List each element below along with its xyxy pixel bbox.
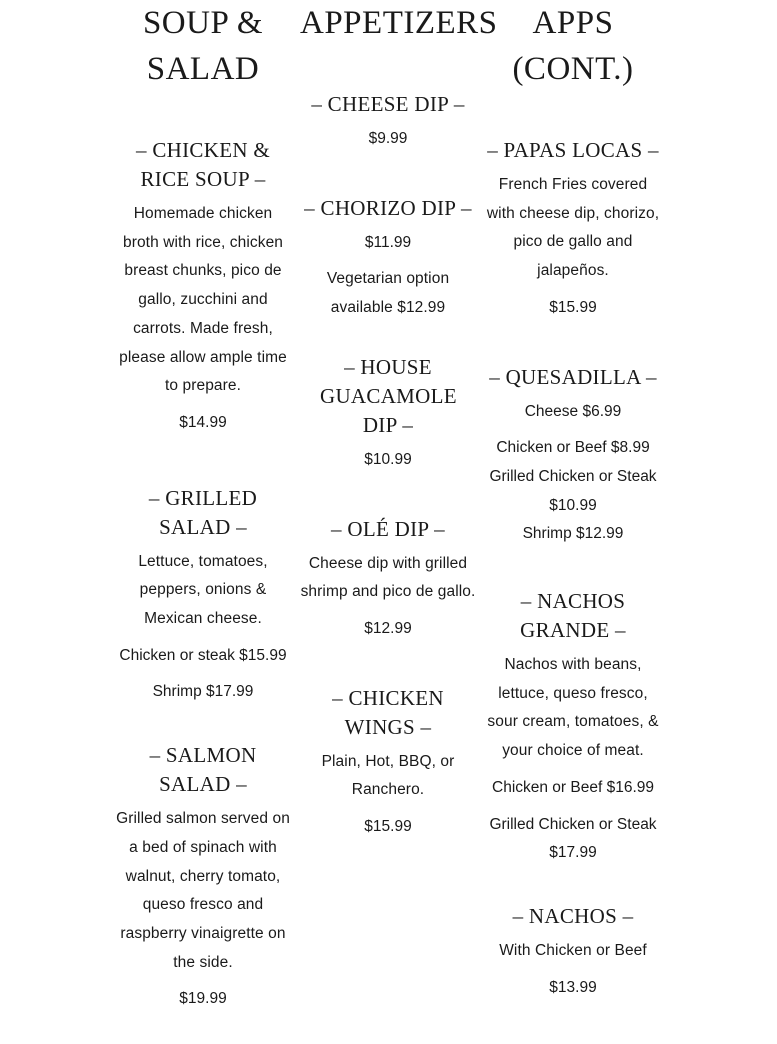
menu-item-salmon-salad (115, 741, 291, 1014)
column-title: APPETIZERS (300, 5, 498, 41)
item-title: – CHORIZO DIP – (304, 195, 472, 220)
item-description: French Fries covered with cheese dip, chorizo, pico de gallo and jalapeños. (486, 176, 660, 280)
item-price: $14.99 (179, 413, 227, 431)
item-title: – CHEESE DIP – (311, 92, 465, 116)
item-title: – OLÉ DIP – (331, 516, 445, 541)
item-title: – CHICKEN & RICE SOUP – (136, 138, 270, 191)
item-price: $10.99 (364, 450, 412, 468)
item-price-line: Grilled Chicken or Steak $17.99 (489, 815, 657, 862)
item-price-line: Chicken or steak $15.99 (119, 646, 287, 664)
column-apps-cont (485, 0, 661, 1002)
item-description: Nachos with beans, lettuce, queso fresco, sour cream, tomatoes, & your choice of meat. (487, 656, 659, 760)
item-title: – NACHOS GRANDE – (520, 589, 626, 643)
item-price-line: Chicken or Beef $8.99 (496, 439, 650, 457)
item-price: $13.99 (549, 978, 597, 996)
item-price: $19.99 (179, 990, 227, 1008)
menu-item-quesadilla (485, 363, 661, 550)
item-title: – CHICKEN WINGS – (332, 685, 444, 739)
menu-item-nachos-grande (485, 587, 661, 868)
item-description: Plain, Hot, BBQ, or Ranchero. (321, 752, 455, 799)
item-price-line: Grilled Chicken or Steak $10.99 (489, 467, 657, 514)
column-soup-salad (115, 0, 291, 1014)
item-description: Grilled salmon served on a bed of spinach with walnut, cherry tomato, queso fresco and raspberry vinaigrette on the side. (116, 810, 290, 971)
item-price-line: Cheese $6.99 (524, 402, 622, 420)
item-price-line: Chicken or Beef $16.99 (492, 778, 654, 796)
item-title: – PAPAS LOCAS – (487, 138, 659, 162)
menu-item-papas-locas (485, 136, 661, 323)
menu-item-ole-dip (300, 515, 476, 644)
item-price: $9.99 (368, 130, 408, 147)
menu-item-nachos (485, 902, 661, 1002)
item-description: Cheese dip with grilled shrimp and pico de gallo. (300, 554, 476, 601)
item-price: $15.99 (549, 298, 597, 316)
item-price-line: Shrimp $12.99 (522, 525, 624, 543)
item-title: – SALMON SALAD – (149, 743, 257, 797)
menu-item-cheese-dip (300, 90, 476, 154)
item-title: – GRILLED SALAD – (148, 485, 258, 539)
item-title: – QUESADILLA – (489, 364, 657, 389)
menu-item-chicken-rice-soup (115, 136, 291, 438)
item-price: $11.99 (364, 233, 412, 251)
item-description: Lettuce, tomatoes, peppers, onions & Mexican cheese. (138, 552, 268, 628)
menu-item-chorizo-dip (300, 194, 476, 323)
menu-item-chicken-wings (300, 684, 476, 842)
column-title: SOUP & SALAD (142, 5, 264, 87)
menu-item-grilled-salad (115, 484, 291, 708)
item-price: $15.99 (364, 818, 412, 836)
item-title: – NACHOS – (512, 903, 634, 928)
item-description: Homemade chicken broth with rice, chicken breast chunks, pico de gallo, zucchini and carrots. Made fresh, please allow ample time to prepare. (119, 205, 287, 395)
item-title: – HOUSE GUACAMOLE DIP – (320, 354, 457, 437)
column-appetizers (300, 0, 498, 842)
item-description: Vegetarian option available $12.99 (326, 270, 450, 317)
item-description: With Chicken or Beef (499, 941, 647, 959)
menu-item-house-guacamole-dip (300, 353, 476, 475)
item-price: $12.99 (364, 619, 412, 637)
column-title: APPS (CONT.) (512, 5, 634, 87)
item-price-line: Shrimp $17.99 (152, 683, 254, 701)
